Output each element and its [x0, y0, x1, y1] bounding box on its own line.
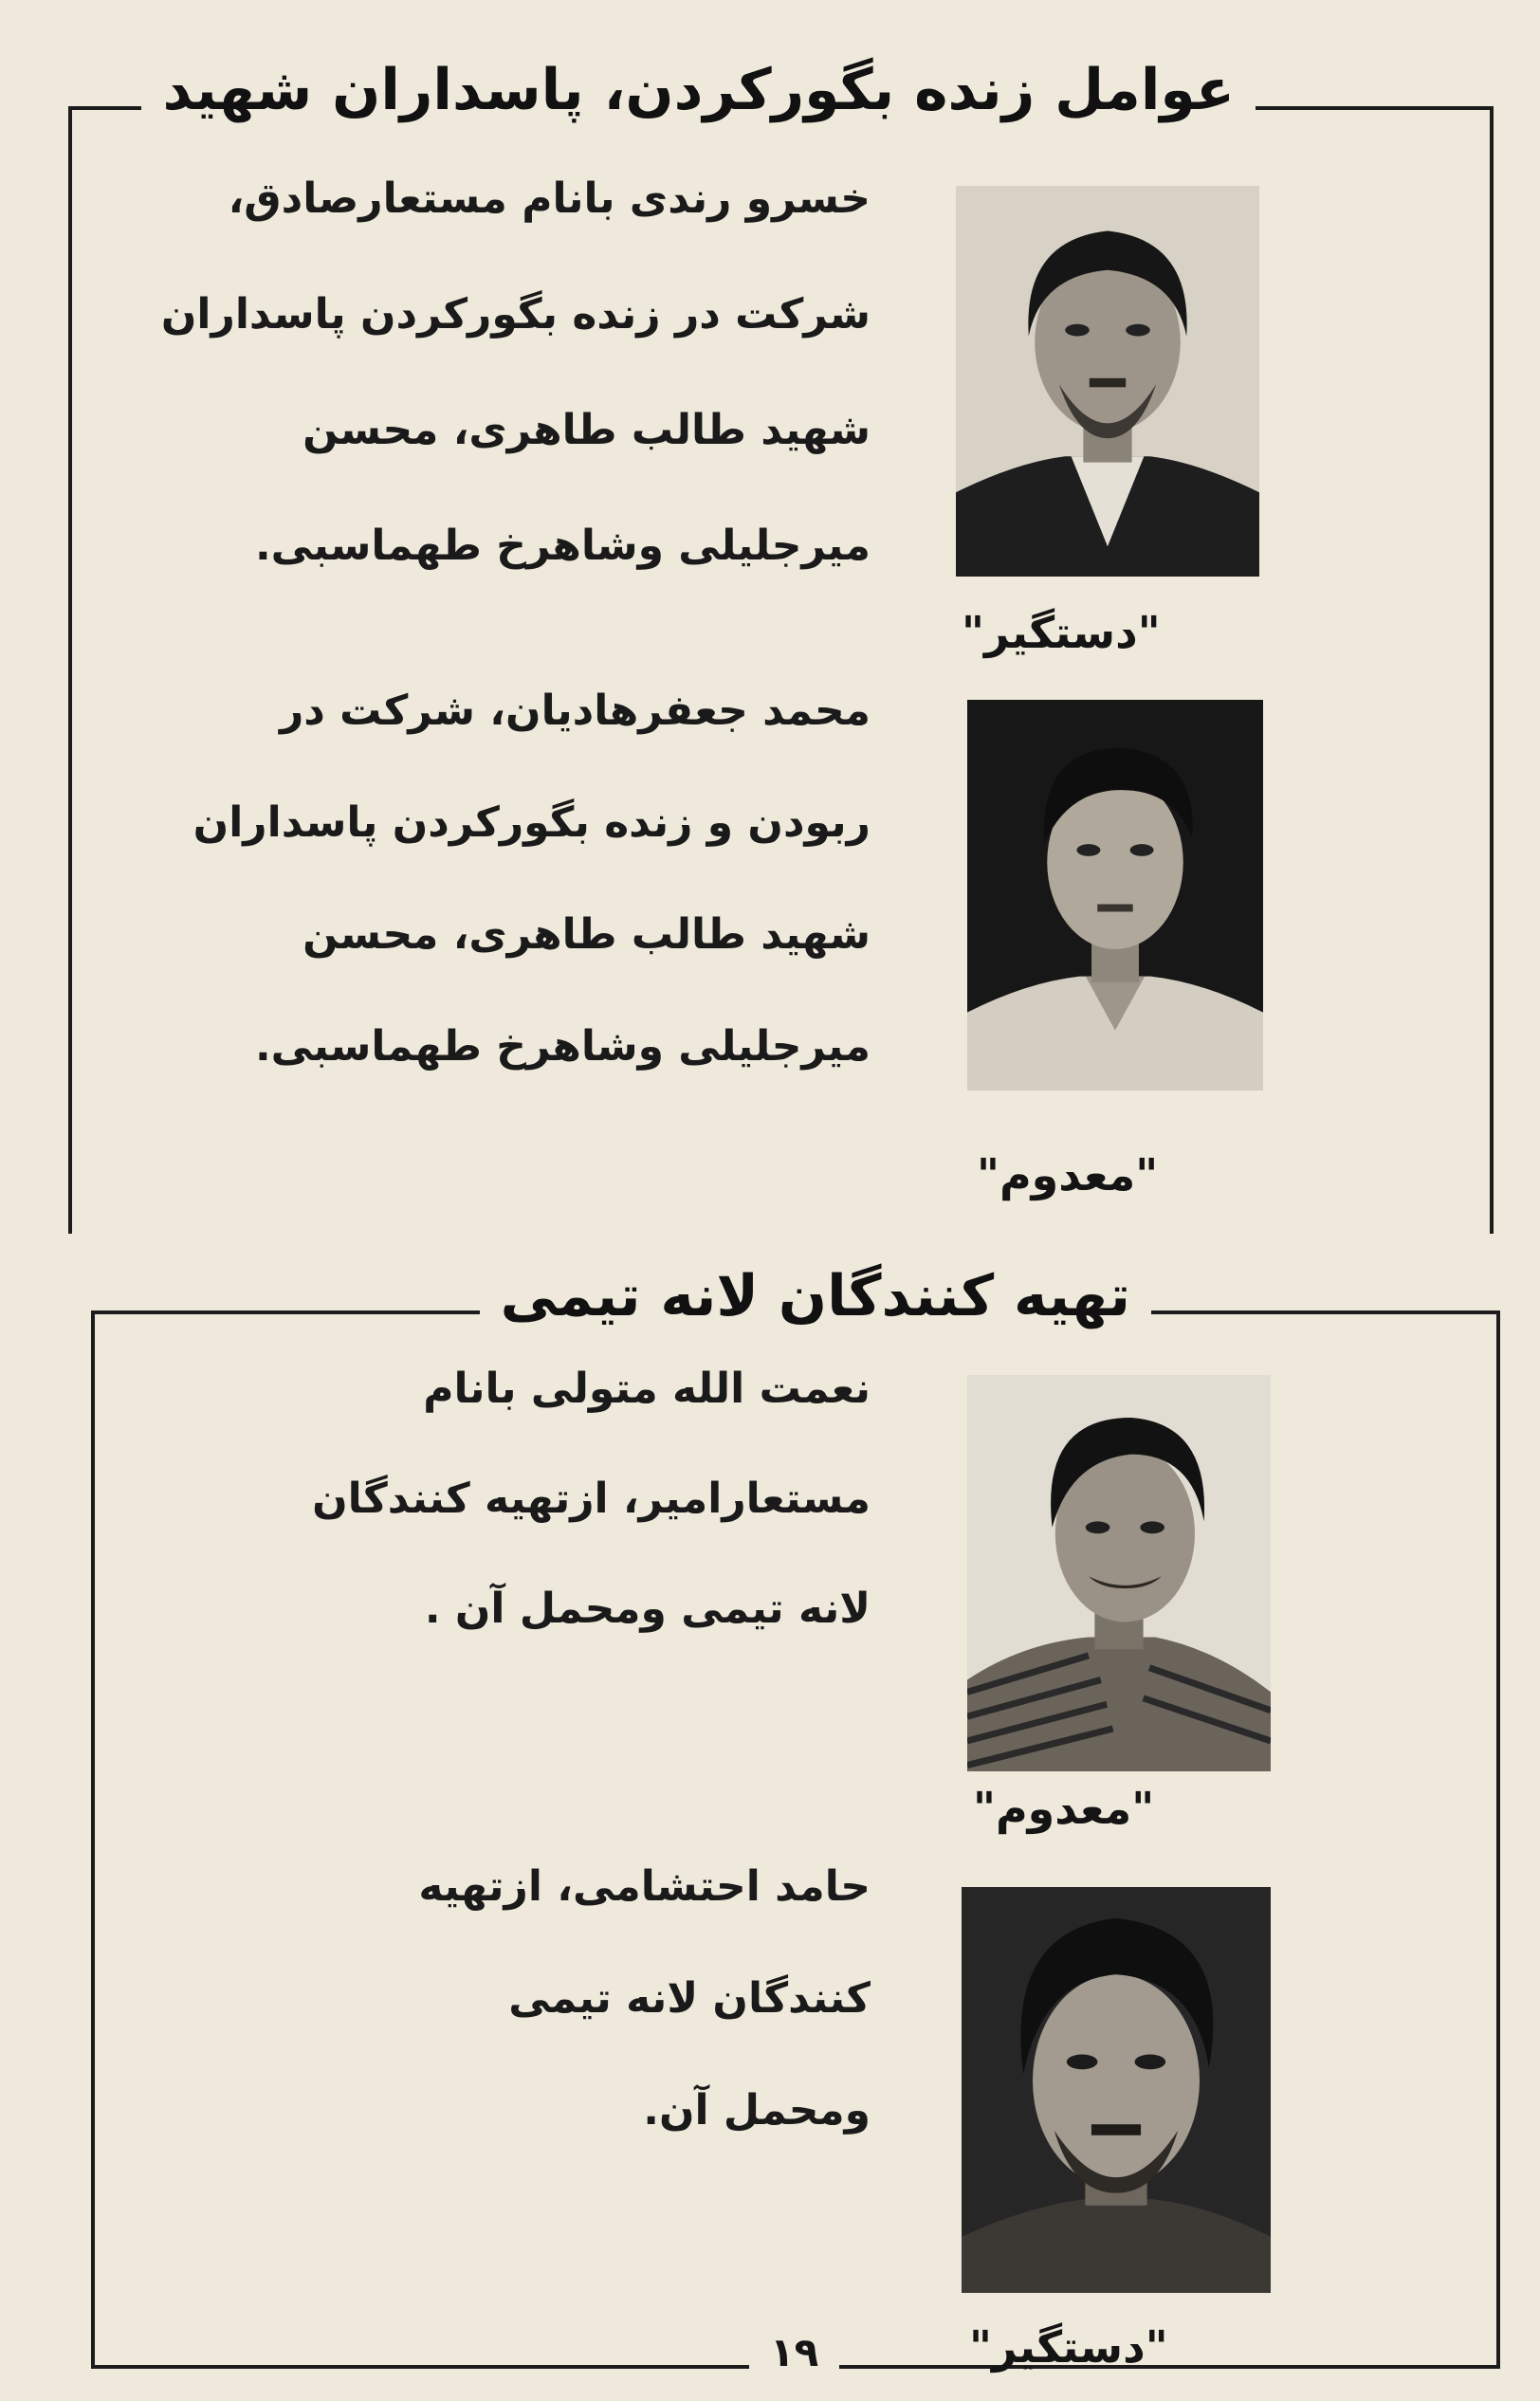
section-1-heading: عوامل زنده بگورکردن، پاسداران شهید — [141, 57, 1256, 123]
person-2-line: ربودن و زنده بگورکردن پاسداران — [192, 798, 871, 847]
person-4-line: ومحمل آن. — [643, 2086, 871, 2135]
person-2-description — [188, 673, 871, 1121]
person-4-description — [188, 1849, 871, 2185]
person-3-photo — [967, 1375, 1271, 1771]
person-3-description — [188, 1351, 871, 1681]
person-4-photo — [962, 1887, 1271, 2293]
person-1-line: شهید طالب طاهری، محسن — [302, 406, 871, 454]
person-1-line: خسرو رندی بانام مستعارصادق، — [228, 174, 871, 223]
person-3-line: نعمت الله متولی بانام — [423, 1365, 871, 1413]
person-1-photo — [956, 186, 1259, 577]
person-2-line: میرجلیلی وشاهرخ طهماسبی. — [254, 1022, 871, 1071]
person-4-line: حامد احتشامی، ازتهیه — [418, 1862, 871, 1911]
person-2-line: شهید طالب طاهری، محسن — [302, 910, 871, 959]
person-4-line: کنندگان لانه تیمی — [508, 1974, 871, 2023]
section-2-heading: تهیه کنندگان لانه تیمی — [480, 1263, 1151, 1329]
person-4-status: "دستگیر" — [969, 2321, 1168, 2373]
person-2-line: محمد جعفرهادیان، شرکت در — [279, 687, 871, 735]
person-3-line: لانه تیمی ومحمل آن . — [424, 1585, 871, 1633]
person-1-line: میرجلیلی وشاهرخ طهماسبی. — [254, 522, 871, 570]
person-2-status: "معدوم" — [977, 1149, 1159, 1200]
person-1-description — [160, 161, 871, 624]
page-number: ۱۹ — [749, 2329, 839, 2375]
person-1-status: "دستگیر" — [962, 607, 1161, 658]
person-2-photo — [967, 700, 1263, 1091]
person-3-line: مستعارامیر، ازتهیه کنندگان — [312, 1475, 871, 1523]
person-3-status: "معدوم" — [973, 1783, 1155, 1834]
person-1-line: شرکت در زنده بگورکردن پاسداران — [160, 290, 871, 339]
